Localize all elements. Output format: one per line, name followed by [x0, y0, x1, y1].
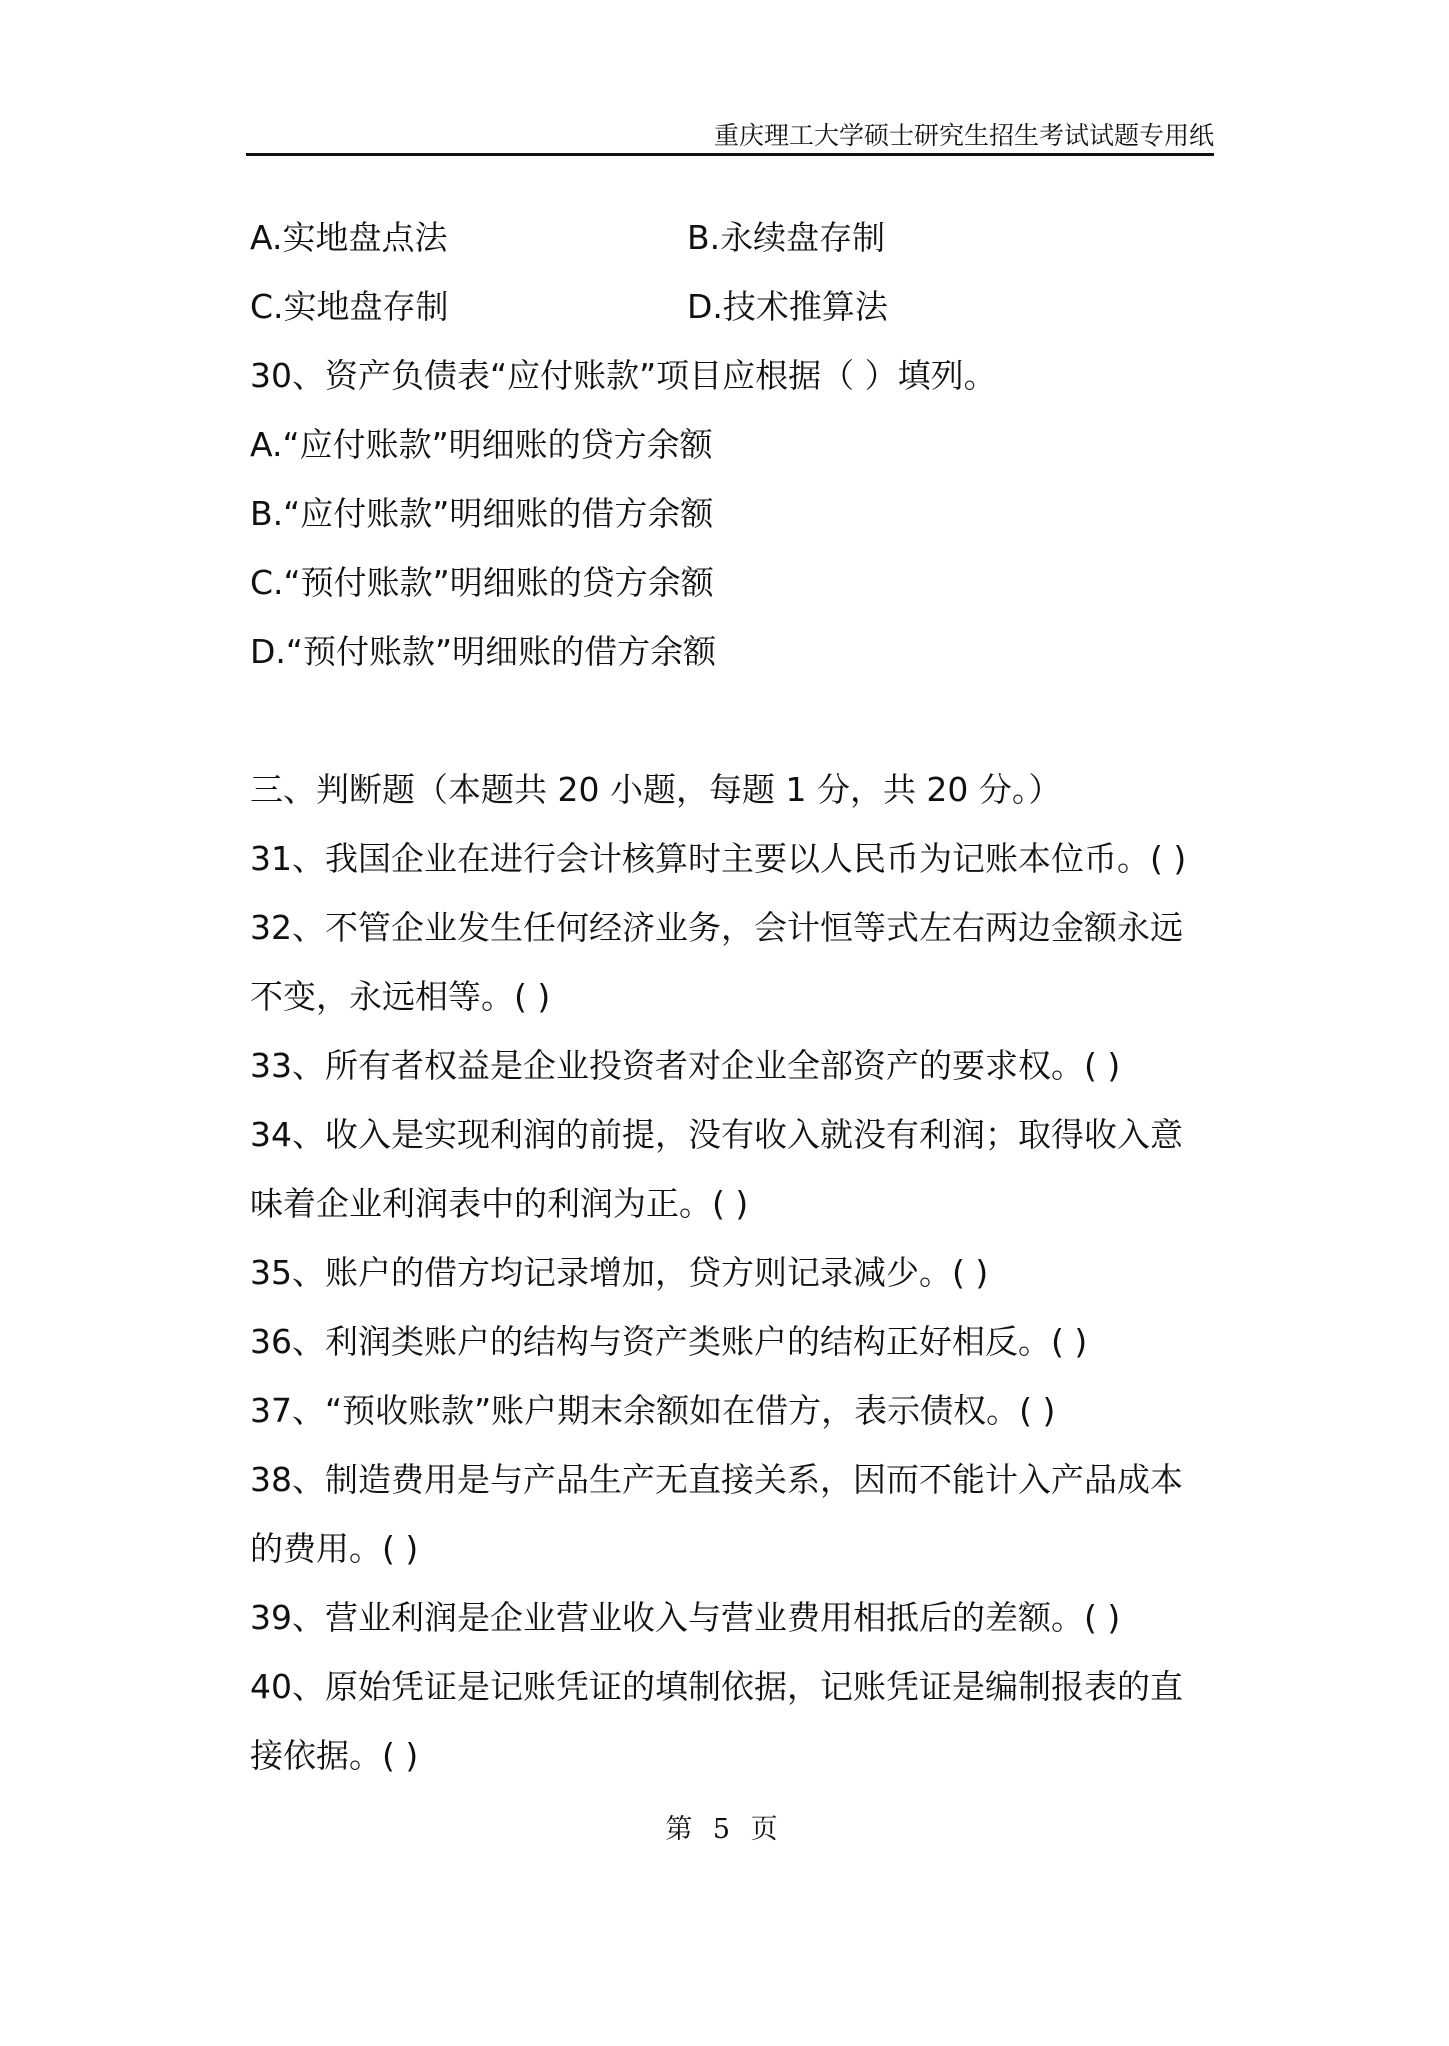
question-line: 32、不管企业发生任何经济业务，会计恒等式左右两边金额永远	[250, 908, 1183, 947]
q30-option-c: C.“预付账款”明细账的贷方余额	[250, 563, 714, 602]
q29-option-d: D.技术推算法	[687, 287, 888, 326]
question-line: 不变，永远相等。( )	[250, 977, 551, 1016]
q29-option-b: B.永续盘存制	[687, 218, 886, 257]
question-line: 味着企业利润表中的利润为正。( )	[250, 1184, 749, 1223]
question-line: 35、账户的借方均记录增加，贷方则记录减少。( )	[250, 1253, 989, 1292]
question-line: 37、“预收账款”账户期末余额如在借方，表示债权。( )	[250, 1391, 1056, 1430]
q30-option-a: A.“应付账款”明细账的贷方余额	[250, 425, 713, 464]
q30-option-b: B.“应付账款”明细账的借方余额	[250, 494, 714, 533]
q29-option-c: C.实地盘存制	[250, 287, 449, 326]
question-line: 38、制造费用是与产品生产无直接关系，因而不能计入产品成本	[250, 1460, 1183, 1499]
blank-line	[250, 686, 1230, 755]
question-line: 33、所有者权益是企业投资者对企业全部资产的要求权。( )	[250, 1046, 1121, 1085]
question-line: 39、营业利润是企业营业收入与营业费用相抵后的差额。( )	[250, 1598, 1121, 1637]
question-line: 接依据。( )	[250, 1736, 419, 1775]
exam-content	[250, 203, 1230, 1790]
question-line: 36、利润类账户的结构与资产类账户的结构正好相反。( )	[250, 1322, 1088, 1361]
question-line: 31、我国企业在进行会计核算时主要以人民币为记账本位币。( )	[250, 839, 1187, 878]
q29-options-row-1	[250, 203, 1230, 272]
q29-options-row-2	[250, 272, 1230, 341]
question-line: 40、原始凭证是记账凭证的填制依据，记账凭证是编制报表的直	[250, 1667, 1183, 1706]
question-line: 34、收入是实现利润的前提，没有收入就没有利润；取得收入意	[250, 1115, 1183, 1154]
header-rule	[246, 153, 1214, 156]
page-header-title: 重庆理工大学硕士研究生招生考试试题专用纸	[713, 121, 1214, 150]
section-3-title: 三、判断题（本题共 20 小题，每题 1 分，共 20 分。）	[250, 770, 1062, 809]
q30-option-d: D.“预付账款”明细账的借方余额	[250, 632, 717, 671]
q29-option-a: A.实地盘点法	[250, 218, 448, 257]
page-number: 第 5 页	[665, 1814, 784, 1845]
question-line: 的费用。( )	[250, 1529, 419, 1568]
q30-stem: 30、资产负债表“应付账款”项目应根据（ ）填列。	[250, 356, 997, 395]
